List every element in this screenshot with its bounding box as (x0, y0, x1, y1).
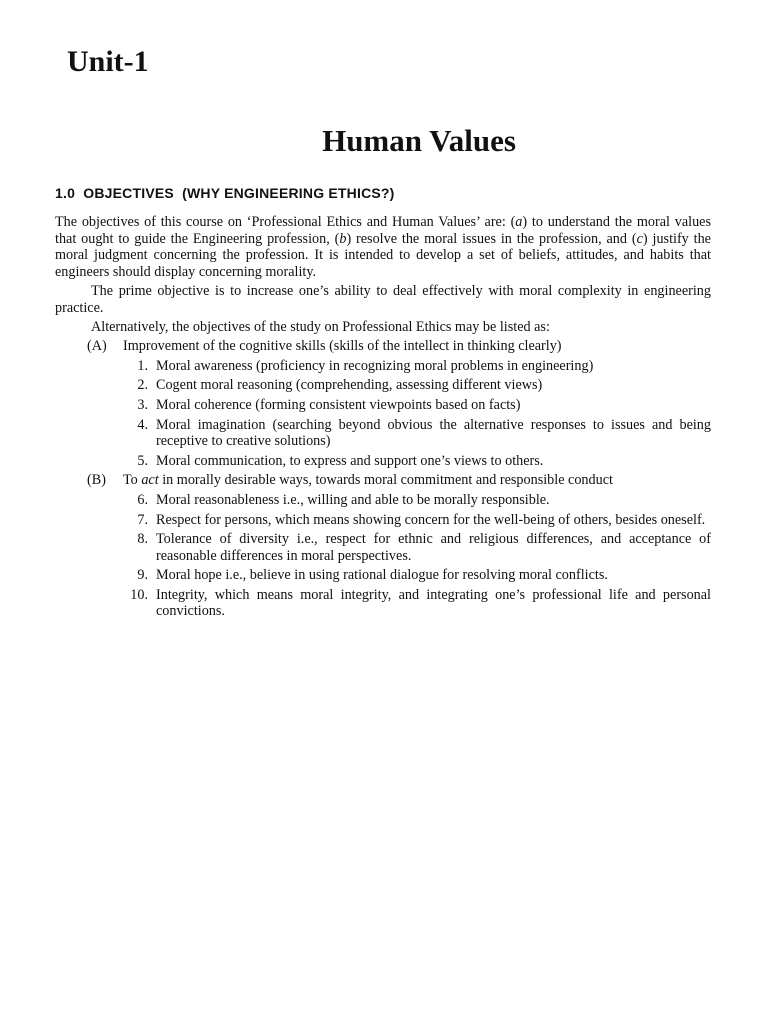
item-text: Moral coherence (forming consistent viewpoints based on facts) (156, 396, 521, 413)
list-item (55, 567, 711, 584)
intro-marker-b: b (339, 230, 347, 247)
list-item (55, 492, 711, 509)
item-text: Moral reasonableness i.e., willing and able to be morally responsible. (156, 491, 550, 508)
item-number: 10. (130, 586, 148, 603)
item-text: Moral awareness (proficiency in recognizing moral problems in engineering) (156, 357, 594, 374)
section-heading: 1.0 OBJECTIVES (WHY ENGINEERING ETHICS?) (55, 185, 395, 201)
body-text (55, 214, 711, 623)
intro-text-2: ) to understand the moral values that ought to guide the Engineering profession, ( (55, 214, 711, 247)
intro-text-3: ) resolve the moral issues in the profession, and ( (346, 230, 637, 247)
list-item (55, 397, 711, 414)
group-b-marker: (B) (87, 472, 106, 489)
intro-marker-a: a (515, 214, 523, 230)
list-item (55, 358, 711, 375)
item-text: Moral communication, to express and support one’s views to others. (156, 452, 544, 469)
chapter-title: Human Values (322, 123, 516, 158)
group-b-text (123, 472, 711, 489)
objective-group-a (55, 338, 711, 355)
list-item (55, 587, 711, 620)
intro-text-4: ) justify the moral judgment concerning the profession. It is intended to develop a set of beliefs, attitudes, and habits that engineers should display concerning morality. (55, 230, 711, 280)
group-b-text-post: in morally desirable ways, towards moral commitment and responsible conduct (158, 472, 613, 489)
item-number: 3. (137, 396, 148, 413)
item-text: Moral hope i.e., believe in using rational dialogue for resolving moral conflicts. (156, 567, 608, 584)
intro-paragraph (55, 214, 711, 280)
intro-marker-c: c (636, 230, 643, 247)
prime-objective-paragraph: The prime objective is to increase one’s ability to deal effectively with moral complexity in engineering practice. (55, 283, 711, 316)
list-item (55, 512, 711, 529)
item-number: 1. (137, 357, 148, 374)
group-b-text-emphasis: act (141, 472, 159, 489)
item-number: 2. (137, 377, 148, 394)
list-item (55, 377, 711, 394)
item-number: 9. (137, 567, 148, 584)
item-number: 8. (137, 531, 148, 548)
item-text: Cogent moral reasoning (comprehending, assessing different views) (156, 377, 543, 394)
item-number: 7. (137, 511, 148, 528)
item-number: 6. (137, 491, 148, 508)
item-text: Moral imagination (searching beyond obvious the alternative responses to issues and being receptive to creative solutions) (156, 416, 711, 450)
group-a-marker: (A) (87, 338, 107, 355)
item-number: 4. (137, 416, 148, 433)
alternative-objectives-paragraph: Alternatively, the objectives of the study on Professional Ethics may be listed as: (91, 318, 550, 335)
group-b-text-pre: To (123, 472, 142, 489)
item-text: Tolerance of diversity i.e., respect for ethnic and religious differences, and acceptance of reasonable differences in moral perspectives. (156, 531, 711, 564)
list-item (55, 531, 711, 564)
unit-title: Unit-1 (67, 45, 149, 78)
objective-group-b (55, 472, 711, 489)
list-item (55, 417, 711, 450)
item-number: 5. (137, 452, 148, 469)
intro-text-1: The objectives of this course on ‘Professional Ethics and Human Values’ are: ( (55, 214, 516, 230)
list-item (55, 453, 711, 470)
group-a-text: Improvement of the cognitive skills (skills of the intellect in thinking clearly) (123, 338, 562, 355)
item-text: Respect for persons, which means showing concern for the well-being of others, besides oneself. (156, 511, 706, 528)
item-text: Integrity, which means moral integrity, and integrating one’s professional life and personal convictions. (156, 586, 711, 620)
